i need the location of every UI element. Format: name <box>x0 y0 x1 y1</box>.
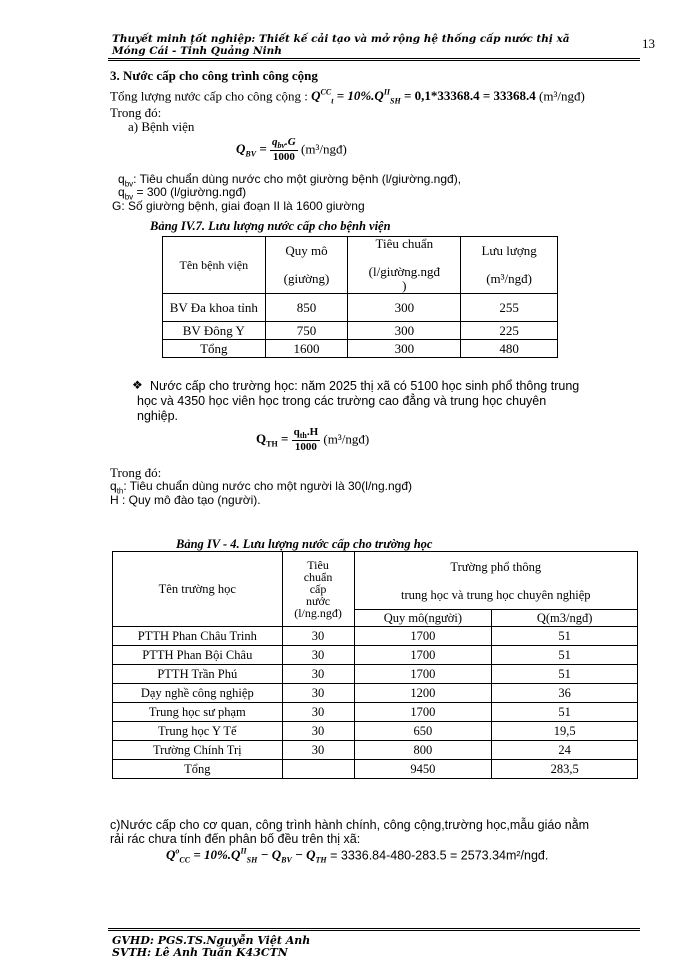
hospital-label: a) Bệnh viện <box>128 119 195 134</box>
school-table <box>112 551 638 779</box>
footer-line-2: SVTH: Lê Anh Tuấn K43CTN <box>112 946 288 959</box>
total-line <box>110 88 585 106</box>
table-row: Trường Chính Trị 30 800 24 <box>113 741 638 760</box>
table1-caption: Bảng IV.7. Lưu lượng nước cấp cho bệnh viện <box>150 219 391 233</box>
page-number: 13 <box>642 36 655 51</box>
qbv-desc: $q_{bv}$: Tiêu chuẩn dùng nước cho một giường bệnh (l/giường.ngđ), <box>118 172 462 189</box>
hospital-formula: $Q_{BV}$ = $\frac{q_{bv}.G}{1000}$ (m³/ngđ) <box>236 136 347 164</box>
header-rule-2 <box>108 60 640 61</box>
table-row: PTTH Phan Châu Trinh 30 1700 51 <box>113 627 638 646</box>
part-c-line-2: rải rác chưa tính đến phân bố đều trên thị xã: <box>110 832 361 846</box>
table2-header-name: Tên trường học <box>113 552 283 627</box>
schools-para-3: nghiệp. <box>137 409 179 423</box>
bullet-icon: ❖ <box>132 378 143 392</box>
table-row: Trung học sư phạm 30 1700 51 <box>113 703 638 722</box>
table1-header-row <box>163 237 558 294</box>
trong-do-1: Trong đó: <box>110 105 162 120</box>
h-desc: H : Quy mô đào tạo (người). <box>110 493 261 507</box>
qbv-value: $q_{bv} = 300$ (l/giường.ngđ) <box>118 185 247 202</box>
footer-rule-2 <box>108 930 640 931</box>
table1-header-std: Tiêu chuẩn (l/giường.ngđ ) <box>348 237 461 294</box>
table-row: Trung học Y Tế 30 650 19,5 <box>113 722 638 741</box>
schools-para-2: học và 4350 học viên học trong các trường cao đẳng và trung học chuyên <box>137 394 547 408</box>
total-formula: $Q^{CC}_t = 10\%.Q^{II}_{SH} = 0,1*33368.4 = 33368.4$ <box>311 88 536 106</box>
table-row: Tổng 9450 283,5 <box>113 760 638 779</box>
qth-desc: $q_{th}$: Tiêu chuẩn dùng nước cho một người là 30(l/ng.ngđ) <box>110 479 412 496</box>
table-row: Dạy nghề công nghiệp 30 1200 36 <box>113 684 638 703</box>
section-title: 3. Nước cấp cho công trình công cộng <box>110 68 318 83</box>
part-c-formula: $Q^o_{CC} = 10\%.Q^{II}_{SH} - Q_{BV} - Q_{TH} = 3336.84-480-283.5$ = 2573.34m²/ngđ. <box>166 847 549 865</box>
table2-header-scale: Quy mô(người) <box>354 610 492 627</box>
hospital-table <box>162 236 558 358</box>
table-row: Tổng 1600 300 480 <box>163 340 558 358</box>
table2-header-flow: Q(m3/ngđ) <box>492 610 638 627</box>
footer-rule <box>108 928 640 929</box>
school-formula: $Q_{TH}$ = $\frac{q_{th}.H}{1000}$ (m³/ngđ) <box>256 426 370 454</box>
total-label: Tổng lượng nước cấp cho công cộng : <box>110 88 308 104</box>
table1-header-flow: Lưu lượng (m³/ngđ) <box>461 237 558 294</box>
schools-para-1: Nước cấp cho trường học: năm 2025 thị xã có 5100 học sinh phổ thông trung <box>150 379 580 393</box>
footer-line-1: GVHD: PGS.TS.Nguyễn Việt Anh <box>112 934 311 947</box>
trong-do-2: Trong đó: <box>110 465 162 480</box>
table-row: BV Đa khoa tỉnh 850 300 255 <box>163 294 558 322</box>
header-rule <box>108 58 640 59</box>
table-row: BV Đông Y 750 300 225 <box>163 322 558 340</box>
header-line-1: Thuyết minh tốt nghiệp: Thiết kế cải tạo và mở rộng hệ thống cấp nước thị xã <box>112 33 570 45</box>
table2-header-std: Tiêu chuẩn cấp nước (l/ng.ngđ) <box>282 552 354 627</box>
total-unit: (m³/ngđ) <box>539 88 585 104</box>
table1-header-name: Tên bệnh viện <box>163 237 266 294</box>
table-row: PTTH Phan Bội Châu 30 1700 51 <box>113 646 638 665</box>
part-c-line-1: c)Nước cấp cho cơ quan, công trình hành chính, công cộng,trường học,mẫu giáo nằm <box>110 818 590 832</box>
table1-header-scale: Quy mô (giường) <box>265 237 348 294</box>
table2-header-group: Trường phổ thông trung học và trung học chuyên nghiệp <box>354 552 637 610</box>
table2-caption: Bảng IV - 4. Lưu lượng nước cấp cho trường học <box>176 537 433 551</box>
table-row: PTTH Trần Phú 30 1700 51 <box>113 665 638 684</box>
g-desc: G: Số giường bệnh, giai đoạn II là 1600 giường <box>112 199 365 213</box>
table2-header-row-1 <box>113 552 638 610</box>
header-line-2: Móng Cái - Tỉnh Quảng Ninh <box>112 45 282 57</box>
